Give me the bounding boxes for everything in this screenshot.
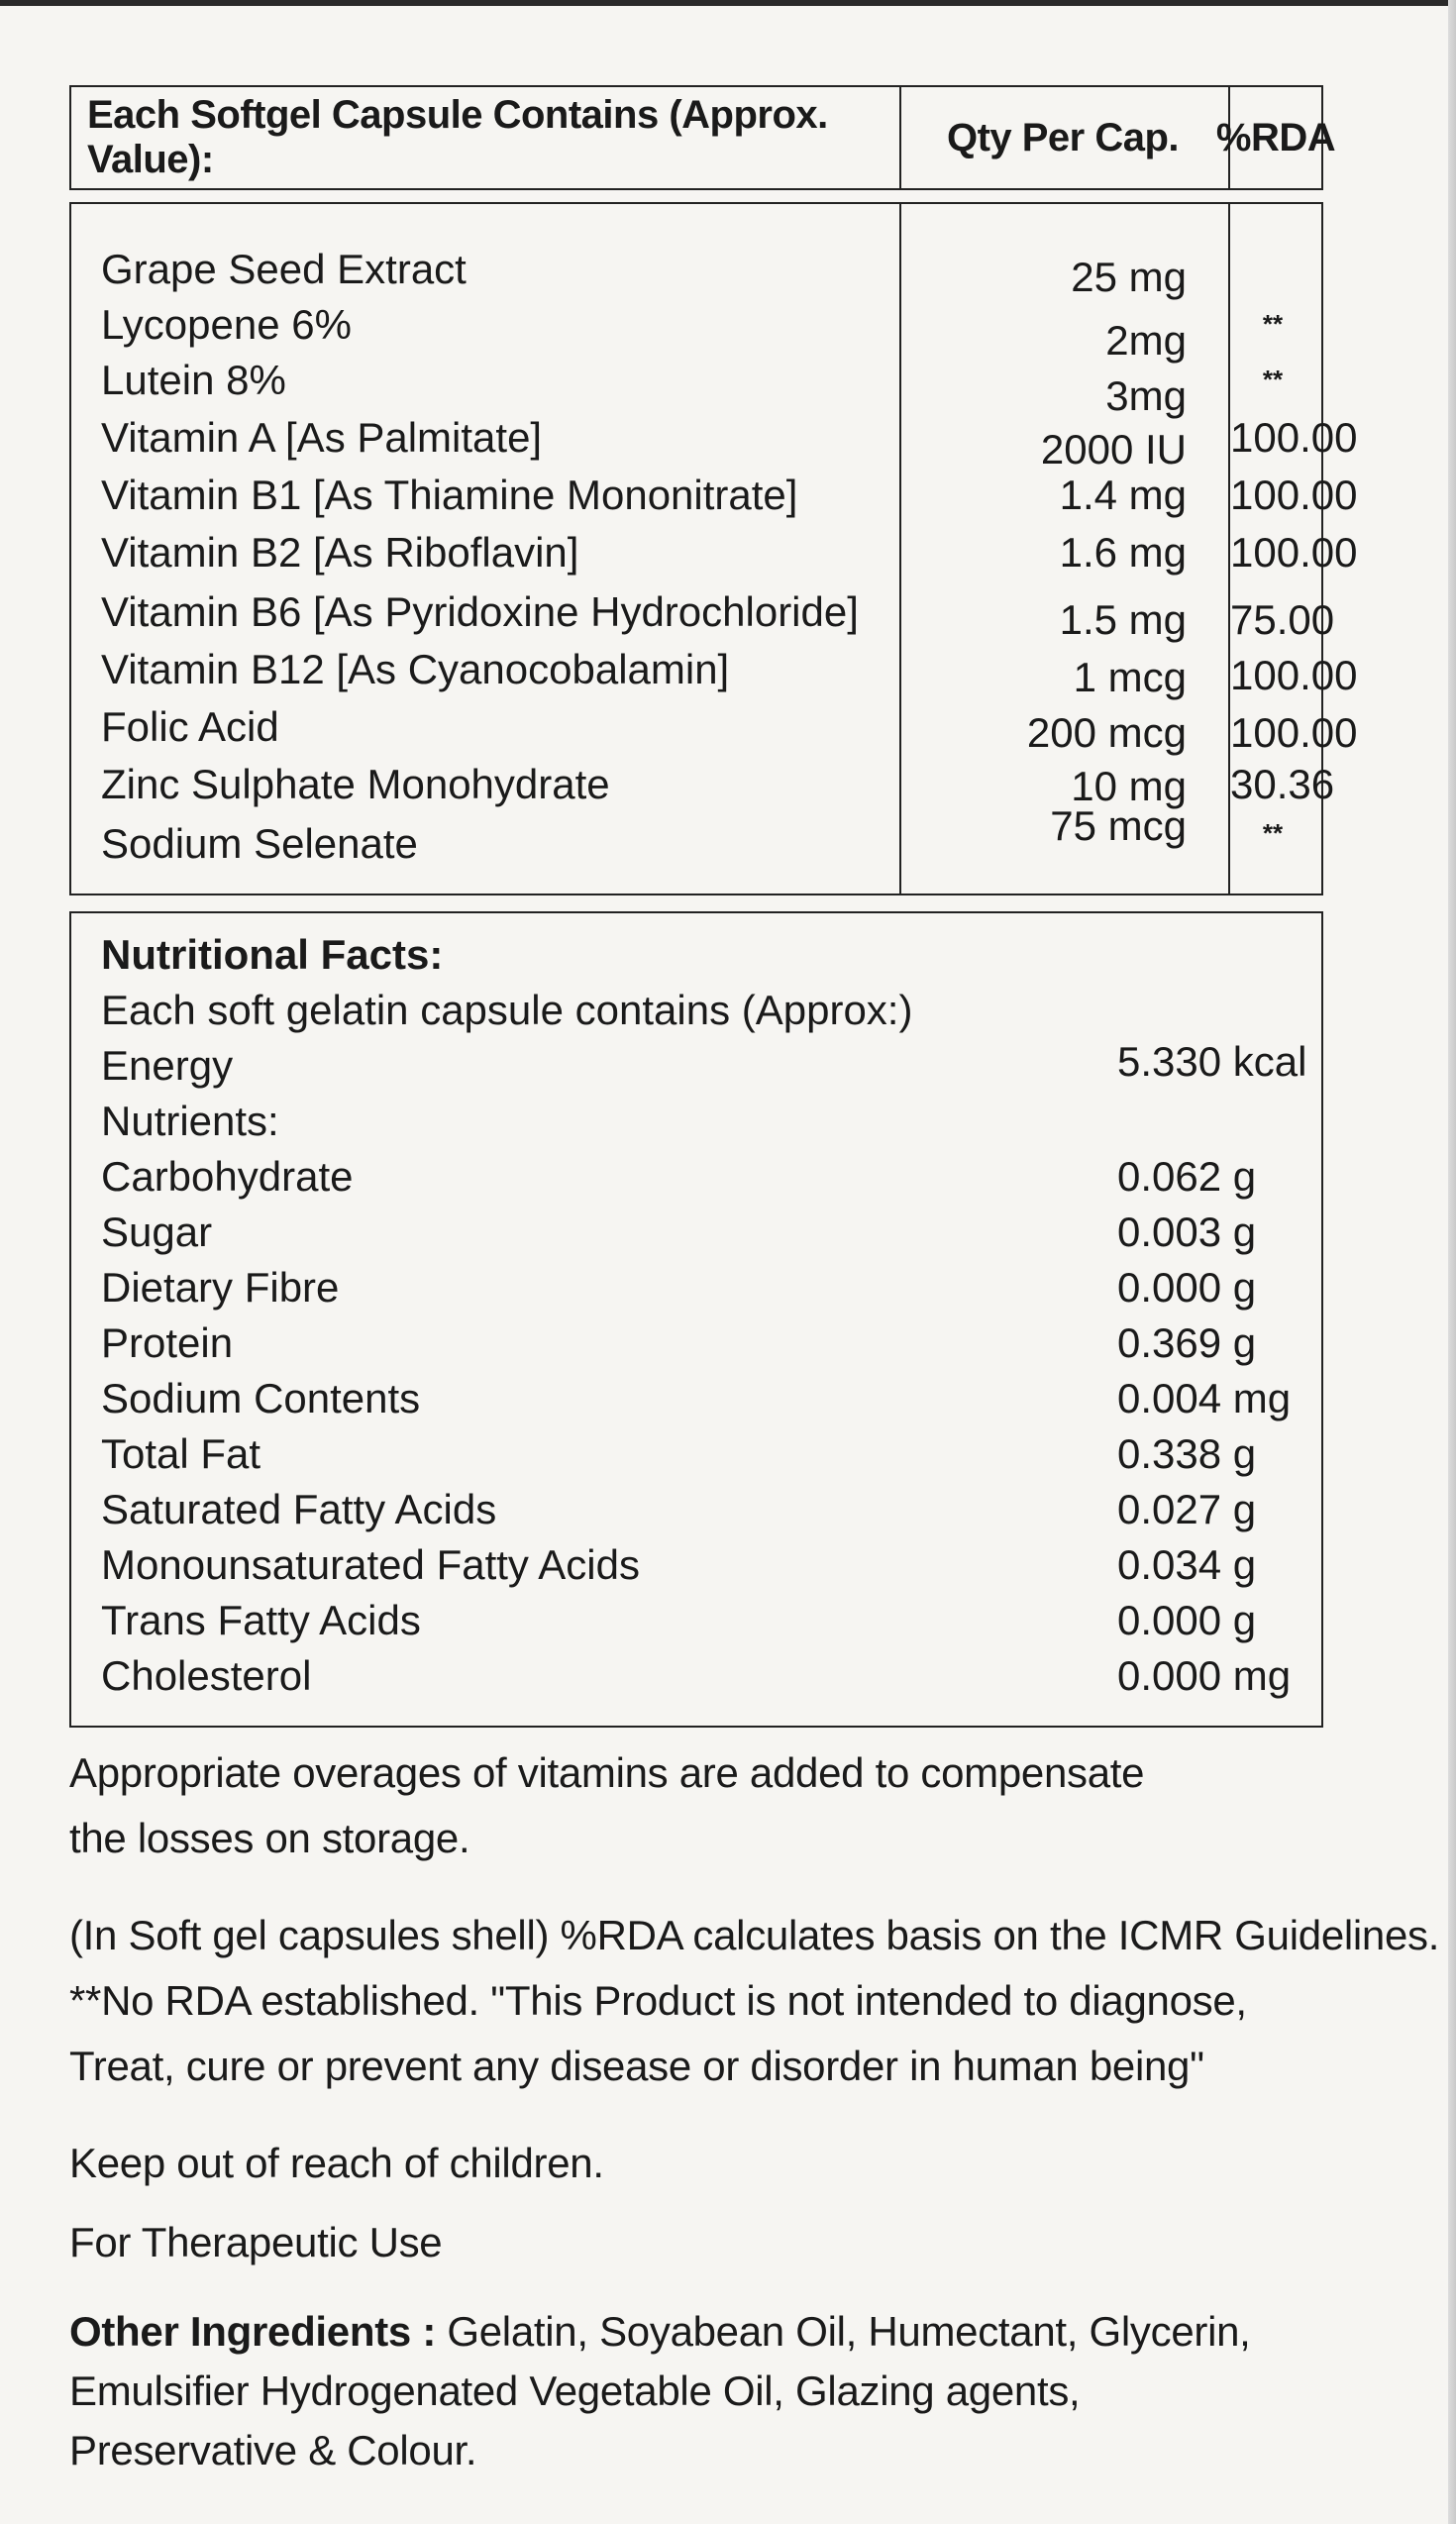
ingredient-name: Vitamin B2 [As Riboflavin]: [101, 529, 579, 576]
contents-row: [71, 646, 1358, 701]
ingredient-qty: 75 mcg: [1050, 802, 1187, 849]
ingredient-rda: 100.00: [1230, 652, 1358, 698]
contents-row: [71, 301, 1321, 364]
ingredient-name: Lutein 8%: [101, 357, 286, 403]
nutrient-name: Cholesterol: [101, 1652, 312, 1699]
label-right-edge: [1448, 0, 1456, 2524]
ingredient-name: Folic Acid: [101, 703, 279, 750]
ingredient-rda: **: [1262, 818, 1284, 848]
ingredient-qty: 2mg: [1105, 317, 1187, 364]
ingredient-qty: 1.4 mg: [1059, 472, 1187, 518]
nutrient-value: 0.338 g: [1117, 1430, 1257, 1477]
ingredient-name: Lycopene 6%: [101, 301, 352, 348]
ingredient-rda: 100.00: [1230, 414, 1358, 461]
overages-line-1: Appropriate overages of vitamins are added to compensate: [69, 1749, 1145, 1796]
nutrient-name: Saturated Fatty Acids: [101, 1486, 497, 1532]
ingredient-name: Vitamin B12 [As Cyanocobalamin]: [101, 646, 730, 692]
contents-row: [71, 414, 1358, 473]
header-contains: Each Softgel Capsule Contains (Approx. Value):: [87, 93, 828, 181]
other-ingredients-line-2: Emulsifier Hydrogenated Vegetable Oil, Glazing agents,: [69, 2367, 1081, 2414]
ingredient-qty: 10 mg: [1071, 763, 1187, 809]
contents-row: [71, 529, 1358, 584]
ingredient-rda: 30.36: [1230, 761, 1335, 807]
nutrient-value: 0.369 g: [1117, 1319, 1257, 1366]
ingredient-rda: **: [1262, 365, 1284, 394]
nutrient-value: 0.000 g: [1117, 1264, 1257, 1311]
ingredient-qty: 200 mcg: [1026, 709, 1187, 756]
ingredient-qty: 3mg: [1105, 372, 1187, 419]
keep-out-warning: Keep out of reach of children.: [69, 2140, 604, 2186]
ingredient-qty: 1.6 mg: [1059, 529, 1187, 576]
nutrient-row: [101, 1264, 1309, 1319]
nutrient-row: [101, 1319, 1309, 1375]
nutrient-row: [101, 1430, 1309, 1486]
contents-row: [71, 802, 1321, 876]
nutrient-value: 0.034 g: [1117, 1541, 1257, 1588]
nutrient-name: Protein: [101, 1319, 234, 1366]
ingredient-qty: 1.5 mg: [1059, 596, 1187, 643]
ingredient-rda: 100.00: [1230, 709, 1358, 756]
other-ingredients-label: Other Ingredients :: [69, 2308, 437, 2355]
ingredient-name: Sodium Selenate: [101, 820, 418, 867]
rda-note-line-3: Treat, cure or prevent any disease or disorder in human being": [69, 2043, 1204, 2089]
contents-row: [71, 703, 1358, 759]
nutrients-label: Nutrients:: [101, 1098, 279, 1144]
nutrition-facts-box: [69, 911, 1323, 1728]
nutrient-value: 0.003 g: [1117, 1209, 1257, 1255]
ingredient-name: Grape Seed Extract: [101, 246, 467, 292]
nutrient-row: [101, 1597, 1309, 1652]
nutrient-value: 0.000 mg: [1117, 1652, 1292, 1699]
contents-table: [69, 202, 1358, 895]
label-top-edge: [0, 0, 1456, 6]
nutrient-name: Sodium Contents: [101, 1375, 421, 1421]
energy-value: 5.330 kcal: [1117, 1038, 1307, 1085]
nutrient-value: 0.027 g: [1117, 1486, 1257, 1532]
ingredient-qty: 2000 IU: [1040, 426, 1187, 473]
energy-row: [101, 1038, 1309, 1098]
nutrient-name: Total Fat: [101, 1430, 261, 1477]
contents-row: [71, 246, 1321, 301]
energy-label: Energy: [101, 1042, 234, 1089]
nutrient-name: Carbohydrate: [101, 1153, 354, 1200]
contents-row: [71, 357, 1321, 419]
ingredient-name: Vitamin B6 [As Pyridoxine Hydrochloride]: [101, 588, 859, 635]
nutrition-title: Nutritional Facts:: [101, 931, 444, 978]
ingredient-name: Vitamin A [As Palmitate]: [101, 414, 543, 461]
nutrition-subtitle: Each soft gelatin capsule contains (Approx:): [101, 987, 913, 1033]
nutrient-value: 0.000 g: [1117, 1597, 1257, 1643]
rda-note-line-2: **No RDA established. "This Product is not intended to diagnose,: [69, 1977, 1247, 2024]
ingredient-rda: 75.00: [1230, 596, 1335, 643]
ingredient-rda: **: [1262, 309, 1284, 339]
nutrient-value: 0.062 g: [1117, 1153, 1257, 1200]
nutrient-name: Monounsaturated Fatty Acids: [101, 1541, 640, 1588]
other-ingredients-text: Gelatin, Soyabean Oil, Humectant, Glycerin,: [436, 2308, 1251, 2355]
ingredient-rda: 100.00: [1230, 529, 1358, 576]
nutrient-row: [101, 1209, 1309, 1264]
nutrient-row: [101, 1486, 1309, 1541]
other-ingredients-line-1: [69, 2308, 1251, 2356]
nutrient-name: Dietary Fibre: [101, 1264, 340, 1311]
nutrient-row: [101, 1652, 1309, 1708]
contents-header-table: [69, 85, 1336, 190]
ingredient-qty: 25 mg: [1071, 254, 1187, 300]
therapeutic-use: For Therapeutic Use: [69, 2219, 443, 2265]
contents-row: [71, 588, 1335, 644]
other-ingredients-line-3: Preservative & Colour.: [69, 2427, 477, 2473]
contents-row: [71, 472, 1358, 527]
rda-note-line-1: (In Soft gel capsules shell) %RDA calculates basis on the ICMR Guidelines.: [69, 1912, 1440, 1958]
nutrient-value: 0.004 mg: [1117, 1375, 1292, 1421]
ingredient-name: Vitamin B1 [As Thiamine Mononitrate]: [101, 472, 798, 518]
nutrient-row: [101, 1541, 1309, 1597]
header-rda: %RDA: [1215, 115, 1336, 159]
nutrient-name: Trans Fatty Acids: [101, 1597, 421, 1643]
nutrient-row: [101, 1153, 1309, 1209]
overages-line-2: the losses on storage.: [69, 1815, 470, 1861]
ingredient-qty: 1 mcg: [1073, 654, 1187, 700]
ingredient-name: Zinc Sulphate Monohydrate: [101, 761, 610, 807]
header-qty: Qty Per Cap.: [946, 115, 1180, 159]
ingredient-rda: 100.00: [1230, 472, 1358, 518]
nutrient-name: Sugar: [101, 1209, 213, 1255]
nutrient-row: [101, 1375, 1309, 1430]
